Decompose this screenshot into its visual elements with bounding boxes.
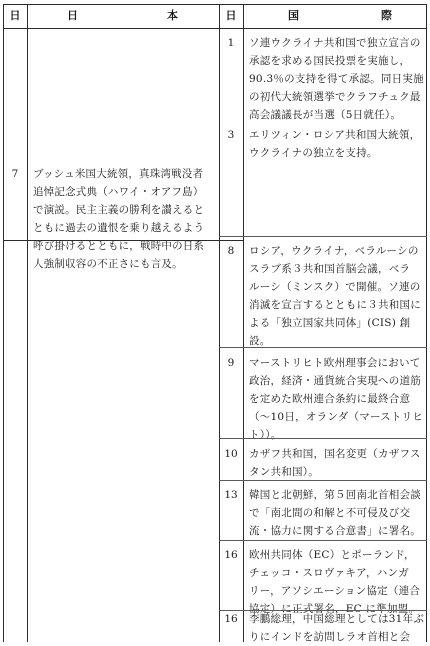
header-japan-left: 日 — [67, 9, 78, 22]
intl-entry-text-7: 欧州共同体（EC）とポーランド， チェッコ・スロヴァキア，ハンガ リー，アソシエーション協定（連合 協定）に正式署名，EC に準加盟。 — [249, 549, 421, 615]
intl-entry-text-4: マーストリヒト欧州理事会において 政治，経済・通貨統合実現への道筋 を定めた欧州連合条約に最終合意 （～10日，オランダ（マーストリヒ ト））。 — [249, 357, 424, 441]
intl-entry-day-6: 13 — [224, 489, 238, 501]
intl-entry-text-3: ロシア，ウクライナ，ベラルーシの スラブ系３共和国首脳会議，ベラ ルーシ（ミンスク）で開催。ソ連の 消滅を宣言するとともに３共和国に よる「独立国家共同体」(CIS) 創設。 — [249, 245, 421, 347]
intl-divider-3 — [219, 438, 427, 439]
intl-entry-day-2: 3 — [227, 129, 235, 141]
intl-entry-text-6: 韓国と北朝鮮，第５回南北首相会談 で「南北間の和解と不可侵及び交 流・協力に関する合意書」に署名。 — [249, 489, 421, 537]
intl-entry-day-5: 10 — [224, 448, 238, 460]
intl-entry-text-2: エリツィン・ロシア共和国大統領， ウクライナの独立を支持。 — [249, 129, 421, 159]
intl-entry-text-8: 李鵬総理，中国総理としては31年ぶ りにインドを訪問しラオ首相と会 — [249, 613, 425, 643]
intl-divider-5 — [219, 540, 427, 541]
intl-divider-2 — [219, 347, 427, 348]
header-japan-right: 本 — [167, 9, 178, 22]
intl-entry-day-8: 16 — [224, 613, 238, 625]
header-divider — [3, 28, 427, 29]
intl-divider-1 — [219, 236, 427, 237]
intl-entry-day-7: 16 — [224, 549, 238, 561]
header-intl-left: 国 — [288, 9, 299, 22]
intl-divider-4 — [219, 480, 427, 481]
japan-entry-day: 7 — [11, 168, 19, 180]
intl-entry-day-1: 1 — [227, 37, 235, 49]
intl-entry-day-4: 9 — [227, 357, 235, 369]
intl-entry-text-5: カザフ共和国，国名変更（カザフス タン共和国）。 — [249, 448, 421, 478]
header-day: 日 — [9, 9, 22, 22]
divider-japan-day2 — [219, 4, 220, 642]
header-intl-right: 際 — [381, 9, 392, 22]
divider-day-japan — [27, 4, 28, 642]
intl-entry-text-1: ソ連ウクライナ共和国で独立宣言の 承認を求める国民投票を実施し， 90.3％の支持を得て承認。同日実施 の初代大統領選挙でクラフチュク最 高会議議長が当選（5日就任）。 — [249, 37, 424, 121]
divider-day2-intl — [243, 4, 244, 642]
header-day-2: 日 — [225, 9, 238, 22]
intl-entry-day-3: 8 — [227, 245, 235, 257]
japan-entry-text: ブッシュ米国大統領，真珠湾戦没者 追悼記念式典（ハワイ・オアフ島） で演説。民主主義の勝利を讃えると ともに過去の遺恨を乗り越えるよう 呼び掛けるとともに，戦時中の日系 人強制収容の不正さにも言及。 — [33, 168, 205, 270]
chronology-table — [3, 4, 427, 642]
japan-entry-divider — [3, 240, 243, 241]
